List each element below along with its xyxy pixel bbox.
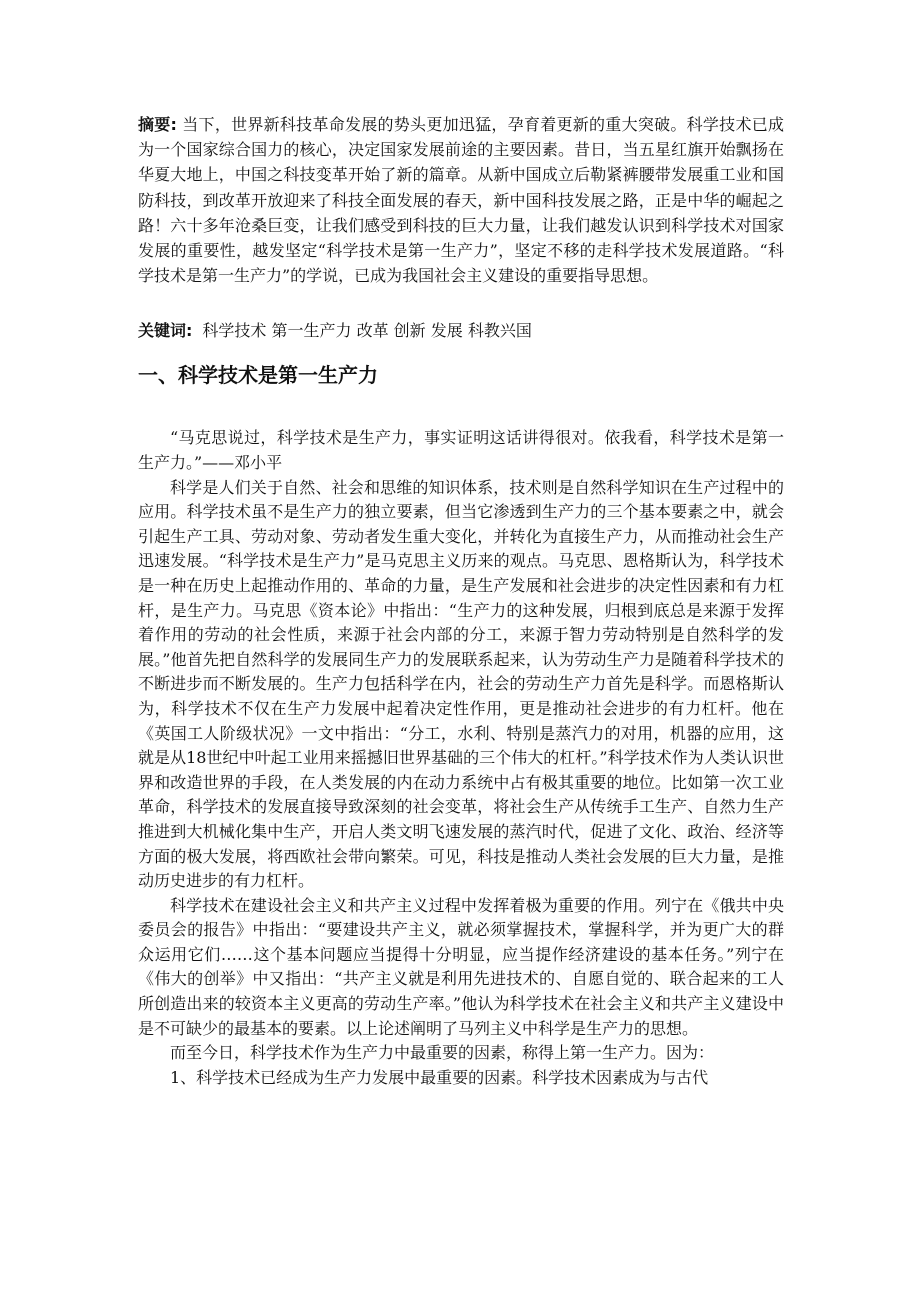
document-page xyxy=(138,112,784,1090)
abstract-label: 摘要: xyxy=(138,115,177,134)
paragraph: 科学是人们关于自然、社会和思维的知识体系，技术则是自然科学知识在生产过程中的应用。科学技术虽不是生产力的独立要素，但当它渗透到生产力的三个基本要素之中，就会引起生产工具、劳动对象、劳动者发生重大变化，并转化为直接生产力，从而推动社会生产迅速发展。“科学技术是生产力”是马克思主义历来的观点。马克思、恩格斯认为，科学技术是一种在历史上起推动作用的、革命的力量，是生产发展和社会进步的决定性因素和有力杠杆，是生产力。马克思《资本论》中指出：“生产力的这种发展，归根到底总是来源于发挥着作用的劳动的社会性质，来源于社会内部的分工，来源于智力劳动特别是自然科学的发展。”他首先把自然科学的发展同生产力的发展联系起来，认为劳动生产力是随着科学技术的不断进步而不断发展的。生产力包括科学在内，社会的劳动生产力首先是科学。而恩格斯认为，科学技术不仅在生产力发展中起着决定性作用，更是推动社会进步的有力杠杆。他在《英国工人阶级状况》一文中指出：“分工，水利、特别是蒸汽力的对用，机器的应用，这就是从18世纪中叶起工业用来摇撼旧世界基础的三个伟大的杠杆。”科学技术作为人类认识世界和改造世界的手段，在人类发展的内在动力系统中占有极其重要的地位。比如第一次工业革命，科学技术的发展直接导致深刻的社会变革，将社会生产从传统手工生产、自然力生产推进到大机械化集中生产，开启人类文明飞速发展的蒸汽时代，促进了文化、政治、经济等方面的极大发展，将西欧社会带向繁荣。可见，科技是推动人类社会发展的巨大力量，是推动历史进步的有力杠杆。 xyxy=(138,477,784,891)
keywords-list: 科学技术 第一生产力 改革 创新 发展 科教兴国 xyxy=(202,321,532,341)
body-text xyxy=(138,426,784,1090)
keywords-label: 关键词: xyxy=(138,321,193,341)
abstract xyxy=(138,112,784,288)
paragraph: 科学技术在建设社会主义和共产主义过程中发挥着极为重要的作用。列宁在《俄共中央委员会的报告》中指出：“要建设共产主义，就必须掌握技术，掌握科学，并为更广大的群众运用它们……这个基本问题应当提得十分明显，应当提作经济建设的基本任务。”列宁在《伟大的创举》中又指出：“共产主义就是利用先进技术的、自愿自觉的、联合起来的工人所创造出来的较资本主义更高的劳动生产率。”他认为科学技术在社会主义和共产主义建设中是不可缺少的最基本的要素。以上论述阐明了马列主义中科学是生产力的思想。 xyxy=(138,895,784,1038)
keywords xyxy=(138,318,784,344)
quote-paragraph: “马克思说过，科学技术是生产力，事实证明这话讲得很对。依我看，科学技术是第一生产力。”——邓小平 xyxy=(138,428,784,473)
section-heading: 一、科学技术是第一生产力 xyxy=(138,363,378,388)
paragraph: 而至今日，科学技术作为生产力中最重要的因素，称得上第一生产力。因为： xyxy=(170,1043,715,1063)
paragraph: 1、科学技术已经成为生产力发展中最重要的因素。科学技术因素成为与古代 xyxy=(170,1067,709,1087)
abstract-text: 当下，世界新科技革命发展的势头更加迅猛，孕育着更新的重大突破。科学技术已成为一个国家综合国力的核心，决定国家发展前途的主要因素。昔日，当五星红旗开始飘扬在华夏大地上，中国之科技变革开始了新的篇章。从新中国成立后勒紧裤腰带发展重工业和国防科技，到改革开放迎来了科技全面发展的春天，新中国科技发展之路，正是中华的崛起之路！六十多年沧桑巨变，让我们感受到科技的巨大力量，让我们越发认识到科学技术对国家发展的重要性，越发坚定“科学技术是第一生产力”，坚定不移的走科学技术发展道路。“科学技术是第一生产力”的学说，已成为我国社会主义建设的重要指导思想。 xyxy=(138,115,784,286)
